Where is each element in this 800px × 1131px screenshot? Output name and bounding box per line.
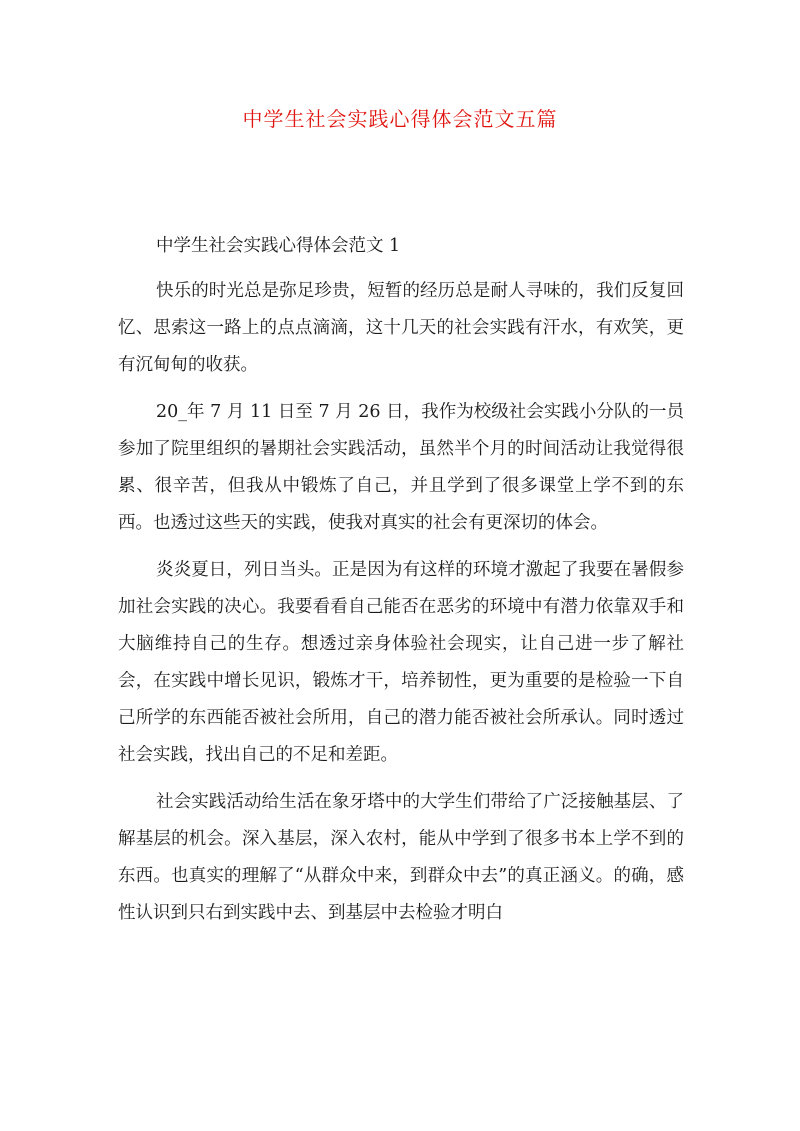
document-title: 中学生社会实践心得体会范文五篇: [242, 107, 558, 131]
paragraph: 20_年 7 月 11 日至 7 月 26 日，我作为校级社会实践小分队的一员参加了院里组织的暑期社会实践活动，虽然半个月的时间活动让我觉得很累、很辛苦，但我从中锻炼了自己，并且学到了很多课堂上学不到的东西。也透过这些天的实践，使我对真实的社会有更深切的体会。: [118, 402, 684, 533]
section-heading: 中学生社会实践心得体会范文 1: [156, 236, 401, 256]
paragraph: 炎炎夏日，列日当头。正是因为有这样的环境才激起了我要在暑假参加社会实践的决心。我要看看自己能否在恶劣的环境中有潜力依靠双手和大脑维持自己的生存。想透过亲身体验社会现实，让自己进一步了解社会，在实践中增长见识，锻炼才干，培养韧性，更为重要的是检验一下自己所学的东西能否被社会所用，自己的潜力能否被社会所承认。同时透过社会实践，找出自己的不足和差距。: [118, 560, 684, 765]
document-body: [118, 228, 684, 942]
paragraph: 社会实践活动给生活在象牙塔中的大学生们带给了广泛接触基层、了解基层的机会。深入基层，深入农村，能从中学到了很多书本上学不到的东西。也真实的理解了“从群众中来，到群众中去”的真正涵义。的确，感性认识到只右到实践中去、到基层中去检验才明白: [118, 792, 684, 923]
paragraph: 快乐的时光总是弥足珍贵，短暂的经历总是耐人寻味的，我们反复回忆、思索这一路上的点点滴滴，这十几天的社会实践有汗水，有欢笑，更有沉甸甸的收获。: [118, 281, 684, 375]
